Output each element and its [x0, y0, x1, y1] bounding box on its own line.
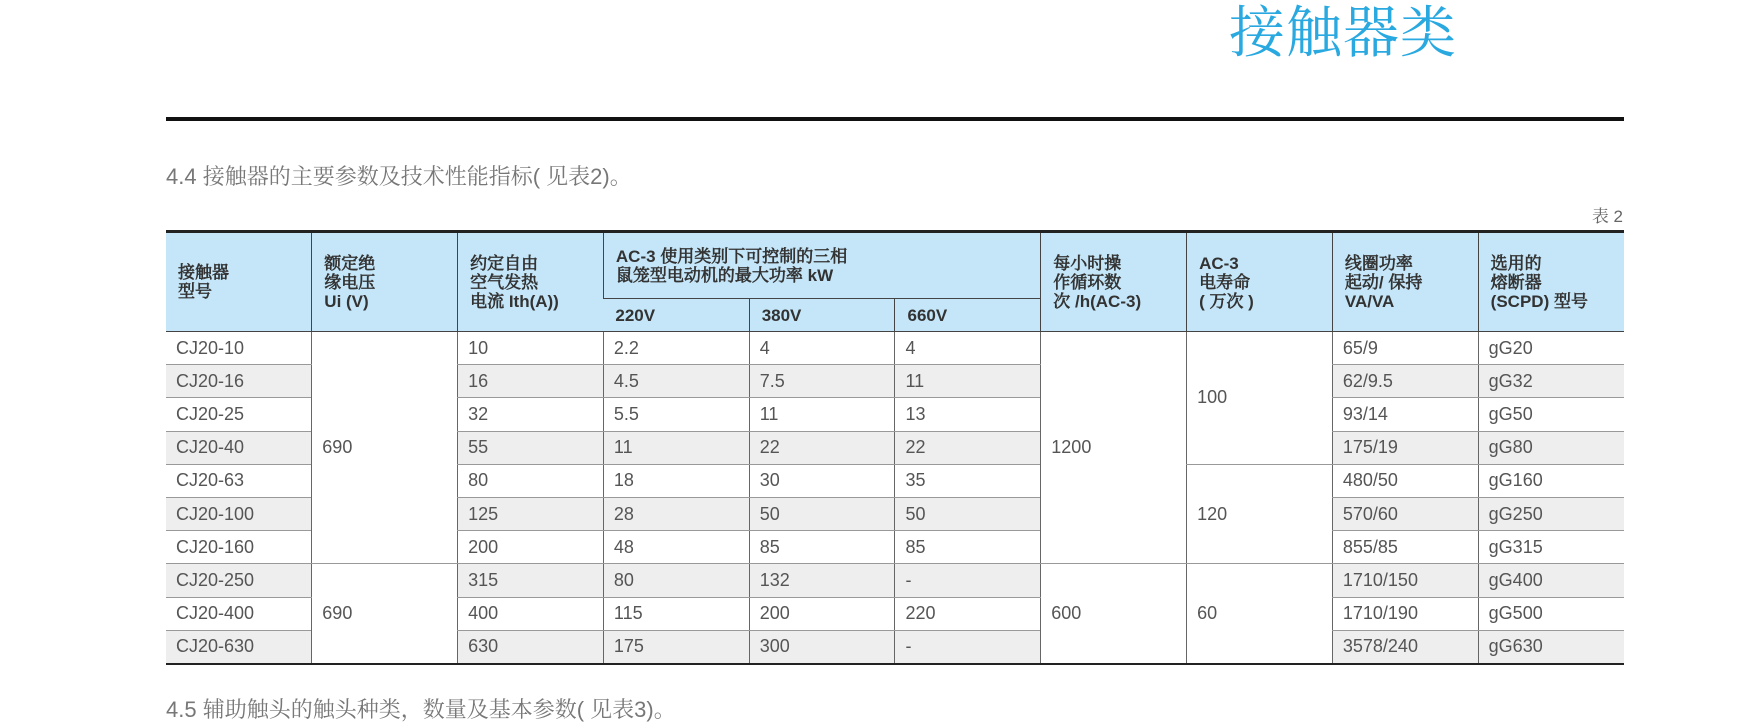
header-max-motor-power: AC-3 使用类别下可控制的三相 鼠笼型电动机的最大功率 kW: [603, 232, 1040, 299]
fuse-cell: gG160: [1478, 464, 1624, 497]
power-660v-cell: 85: [895, 531, 1041, 564]
thermal-current-cell: 16: [458, 365, 604, 398]
thermal-current-cell: 200: [458, 531, 604, 564]
fuse-cell: gG32: [1478, 365, 1624, 398]
fuse-cell: gG80: [1478, 431, 1624, 464]
power-660v-cell: 22: [895, 431, 1041, 464]
fuse-cell: gG250: [1478, 497, 1624, 530]
power-380v-cell: 22: [749, 431, 895, 464]
table-label: 表 2: [1591, 207, 1623, 226]
power-660v-cell: -: [895, 564, 1041, 597]
model-cell: CJ20-250: [166, 564, 312, 597]
model-cell: CJ20-25: [166, 398, 312, 431]
section-4-4-heading: 4.4 接触器的主要参数及技术性能指标( 见表2)。: [166, 164, 632, 189]
power-220v-cell: 4.5: [603, 365, 749, 398]
power-660v-cell: 50: [895, 497, 1041, 530]
coil-power-cell: 855/85: [1332, 531, 1478, 564]
thermal-current-cell: 80: [458, 464, 604, 497]
thermal-current-cell: 55: [458, 431, 604, 464]
fuse-cell: gG400: [1478, 564, 1624, 597]
contactor-spec-table: [166, 230, 1624, 665]
header-380v: 380V: [749, 299, 895, 332]
coil-power-cell: 570/60: [1332, 497, 1478, 530]
power-660v-cell: 220: [895, 597, 1041, 630]
power-380v-cell: 7.5: [749, 365, 895, 398]
power-660v-cell: -: [895, 630, 1041, 664]
power-220v-cell: 28: [603, 497, 749, 530]
power-220v-cell: 80: [603, 564, 749, 597]
table-row: [166, 332, 1624, 365]
fuse-cell: gG20: [1478, 332, 1624, 365]
thermal-current-cell: 630: [458, 630, 604, 664]
power-660v-cell: 4: [895, 332, 1041, 365]
thermal-current-cell: 315: [458, 564, 604, 597]
power-380v-cell: 30: [749, 464, 895, 497]
coil-power-cell: 175/19: [1332, 431, 1478, 464]
model-cell: CJ20-100: [166, 497, 312, 530]
header-fuse: 选用的 熔断器 (SCPD) 型号: [1478, 232, 1624, 332]
insulation-voltage-cell: 690: [312, 332, 458, 564]
insulation-voltage-cell: 690: [312, 564, 458, 664]
power-220v-cell: 48: [603, 531, 749, 564]
section-4-5-heading: 4.5 辅助触头的触头种类，数量及基本参数( 见表3)。: [166, 697, 676, 722]
power-220v-cell: 115: [603, 597, 749, 630]
header-model: 接触器 型号: [166, 232, 312, 332]
operating-cycles-cell: 600: [1041, 564, 1187, 664]
power-380v-cell: 200: [749, 597, 895, 630]
header-thermal-current: 约定自由 空气发热 电流 Ith(A)): [458, 232, 604, 332]
header-electrical-life: AC-3 电寿命 ( 万次 ): [1187, 232, 1333, 332]
thermal-current-cell: 400: [458, 597, 604, 630]
power-380v-cell: 85: [749, 531, 895, 564]
model-cell: CJ20-40: [166, 431, 312, 464]
model-cell: CJ20-16: [166, 365, 312, 398]
table-row: [166, 564, 1624, 597]
thermal-current-cell: 10: [458, 332, 604, 365]
power-220v-cell: 11: [603, 431, 749, 464]
page-title: 接触器类: [1229, 1, 1457, 64]
electrical-life-cell: 60: [1187, 564, 1333, 664]
header-220v: 220V: [603, 299, 749, 332]
model-cell: CJ20-160: [166, 531, 312, 564]
operating-cycles-cell: 1200: [1041, 332, 1187, 564]
power-380v-cell: 300: [749, 630, 895, 664]
model-cell: CJ20-400: [166, 597, 312, 630]
coil-power-cell: 62/9.5: [1332, 365, 1478, 398]
power-380v-cell: 11: [749, 398, 895, 431]
power-220v-cell: 2.2: [603, 332, 749, 365]
model-cell: CJ20-630: [166, 630, 312, 664]
model-cell: CJ20-63: [166, 464, 312, 497]
fuse-cell: gG50: [1478, 398, 1624, 431]
coil-power-cell: 65/9: [1332, 332, 1478, 365]
power-380v-cell: 132: [749, 564, 895, 597]
power-380v-cell: 50: [749, 497, 895, 530]
coil-power-cell: 1710/150: [1332, 564, 1478, 597]
coil-power-cell: 480/50: [1332, 464, 1478, 497]
coil-power-cell: 1710/190: [1332, 597, 1478, 630]
fuse-cell: gG630: [1478, 630, 1624, 664]
header-rule: [166, 117, 1624, 121]
power-660v-cell: 13: [895, 398, 1041, 431]
power-380v-cell: 4: [749, 332, 895, 365]
electrical-life-cell: 120: [1187, 464, 1333, 564]
electrical-life-cell: 100: [1187, 332, 1333, 465]
thermal-current-cell: 32: [458, 398, 604, 431]
fuse-cell: gG500: [1478, 597, 1624, 630]
fuse-cell: gG315: [1478, 531, 1624, 564]
power-220v-cell: 175: [603, 630, 749, 664]
power-220v-cell: 5.5: [603, 398, 749, 431]
header-insulation-voltage: 额定绝 缘电压 Ui (V): [312, 232, 458, 332]
thermal-current-cell: 125: [458, 497, 604, 530]
power-660v-cell: 11: [895, 365, 1041, 398]
coil-power-cell: 93/14: [1332, 398, 1478, 431]
header-coil-power: 线圈功率 起动/ 保持 VA/VA: [1332, 232, 1478, 332]
header-660v: 660V: [895, 299, 1041, 332]
header-operating-cycles: 每小时操 作循环数 次 /h(AC-3): [1041, 232, 1187, 332]
power-220v-cell: 18: [603, 464, 749, 497]
coil-power-cell: 3578/240: [1332, 630, 1478, 664]
power-660v-cell: 35: [895, 464, 1041, 497]
model-cell: CJ20-10: [166, 332, 312, 365]
